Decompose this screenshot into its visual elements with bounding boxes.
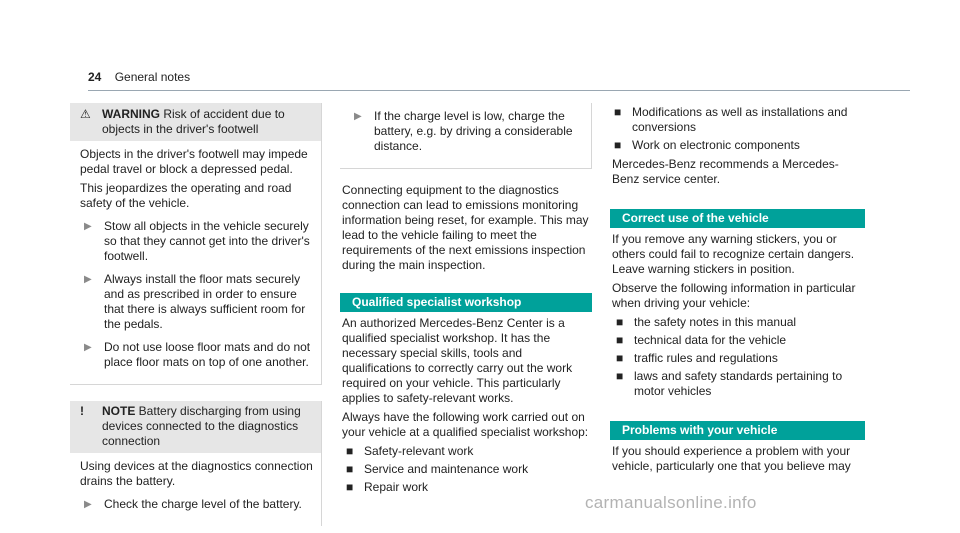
note-step: ▶ If the charge level is low, charge the battery, e.g. by driving a considerable distance. [350, 109, 583, 154]
warning-body [70, 141, 321, 384]
bullet-icon: ■ [346, 462, 354, 476]
step-arrow-icon: ▶ [84, 274, 92, 285]
problems-paragraph: If you should experience a problem with your vehicle, particularly one that you believe may [612, 444, 851, 473]
list-item: ■ Work on electronic components [610, 138, 865, 153]
list-item: ■ Service and maintenance work [342, 462, 592, 477]
warning-heading: Risk of accident due to objects in the driver's footwell [102, 107, 285, 136]
page-title: General notes [114, 70, 191, 84]
step-arrow-icon: ▶ [354, 111, 362, 122]
watermark: carmanualsonline.info [585, 493, 757, 512]
diagnostics-paragraph: Connecting equipment to the diagnostics connection can lead to emissions monitoring information being reset, for example. This may lead to the vehicle failing to meet the requirements of the next emissions inspection during the main inspection. [342, 183, 589, 272]
note-heading: Battery discharging from using devices connected to the diagnostics connection [102, 404, 301, 448]
workshop-paragraph: An authorized Mercedes-Benz Center is a qualified specialist workshop. It has the necessary special skills, tools and qualifications to correctly carry out the work required on your vehicle. This particularly applies to safety-relevant works. [342, 316, 573, 405]
bullet-icon: ■ [614, 138, 622, 152]
observe-paragraph: Observe the following information in particular when driving your vehicle: [612, 281, 856, 310]
note-header [70, 401, 321, 453]
bullet-icon: ■ [616, 333, 624, 347]
note-step: ▶ Check the charge level of the battery. [80, 497, 313, 512]
note-text-1: Using devices at the diagnostics connection drains the battery. [80, 459, 313, 488]
recommendation-paragraph: Mercedes-Benz recommends a Mercedes-Benz service center. [612, 157, 839, 186]
bullet-icon: ■ [616, 369, 624, 383]
section-title-correct-use: Correct use of the vehicle [610, 209, 865, 228]
section-title-problems: Problems with your vehicle [610, 421, 865, 440]
list-item: ■ the safety notes in this manual [612, 315, 865, 330]
warning-step: ▶ Always install the floor mats securely and as prescribed in order to ensure that there is always sufficient room for the pedals. [80, 272, 313, 332]
bullet-icon: ■ [616, 351, 624, 365]
warning-header [70, 103, 321, 141]
warning-step: ▶ Stow all objects in the vehicle securely so that they cannot get into the driver's footwell. [80, 219, 313, 264]
note-box [70, 401, 322, 526]
page-header [88, 70, 190, 85]
stickers-paragraph: If you remove any warning stickers, you or others could fail to recognize certain dangers. Leave warning stickers in position. [612, 232, 855, 276]
list-item: ■ traffic rules and regulations [612, 351, 865, 366]
column-3 [610, 103, 865, 478]
column-1 [70, 103, 322, 526]
list-item: ■ laws and safety standards pertaining to motor vehicles [612, 369, 865, 399]
page-number: 24 [88, 70, 102, 84]
list-item: ■ technical data for the vehicle [612, 333, 865, 348]
warning-text-2: This jeopardizes the operating and road safety of the vehicle. [80, 181, 292, 210]
workshop-paragraph-2: Always have the following work carried out on your vehicle at a qualified specialist workshop: [342, 410, 589, 439]
note-box-continued [340, 103, 592, 169]
column-2 [340, 103, 592, 498]
section-title-workshop: Qualified specialist workshop [340, 293, 592, 312]
list-item: ■ Safety-relevant work [342, 444, 592, 459]
bullet-icon: ■ [346, 480, 354, 494]
warning-step: ▶ Do not use loose floor mats and do not place floor mats on top of one another. [80, 340, 313, 370]
warning-box [70, 103, 322, 385]
list-item: ■ Repair work [342, 480, 592, 495]
warning-label: WARNING [102, 107, 160, 121]
note-body [70, 453, 321, 526]
warning-triangle-icon: ⚠ [80, 107, 91, 121]
header-divider [88, 90, 910, 91]
exclamation-icon: ! [80, 404, 84, 418]
bullet-icon: ■ [346, 444, 354, 458]
bullet-icon: ■ [614, 105, 622, 119]
bullet-icon: ■ [616, 315, 624, 329]
step-arrow-icon: ▶ [84, 221, 92, 232]
note-label: NOTE [102, 404, 136, 418]
warning-text-1: Objects in the driver's footwell may impede pedal travel or block a depressed pedal. [80, 147, 308, 176]
list-item: ■ Modifications as well as installations and conversions [610, 105, 865, 135]
step-arrow-icon: ▶ [84, 342, 92, 353]
step-arrow-icon: ▶ [84, 499, 92, 510]
